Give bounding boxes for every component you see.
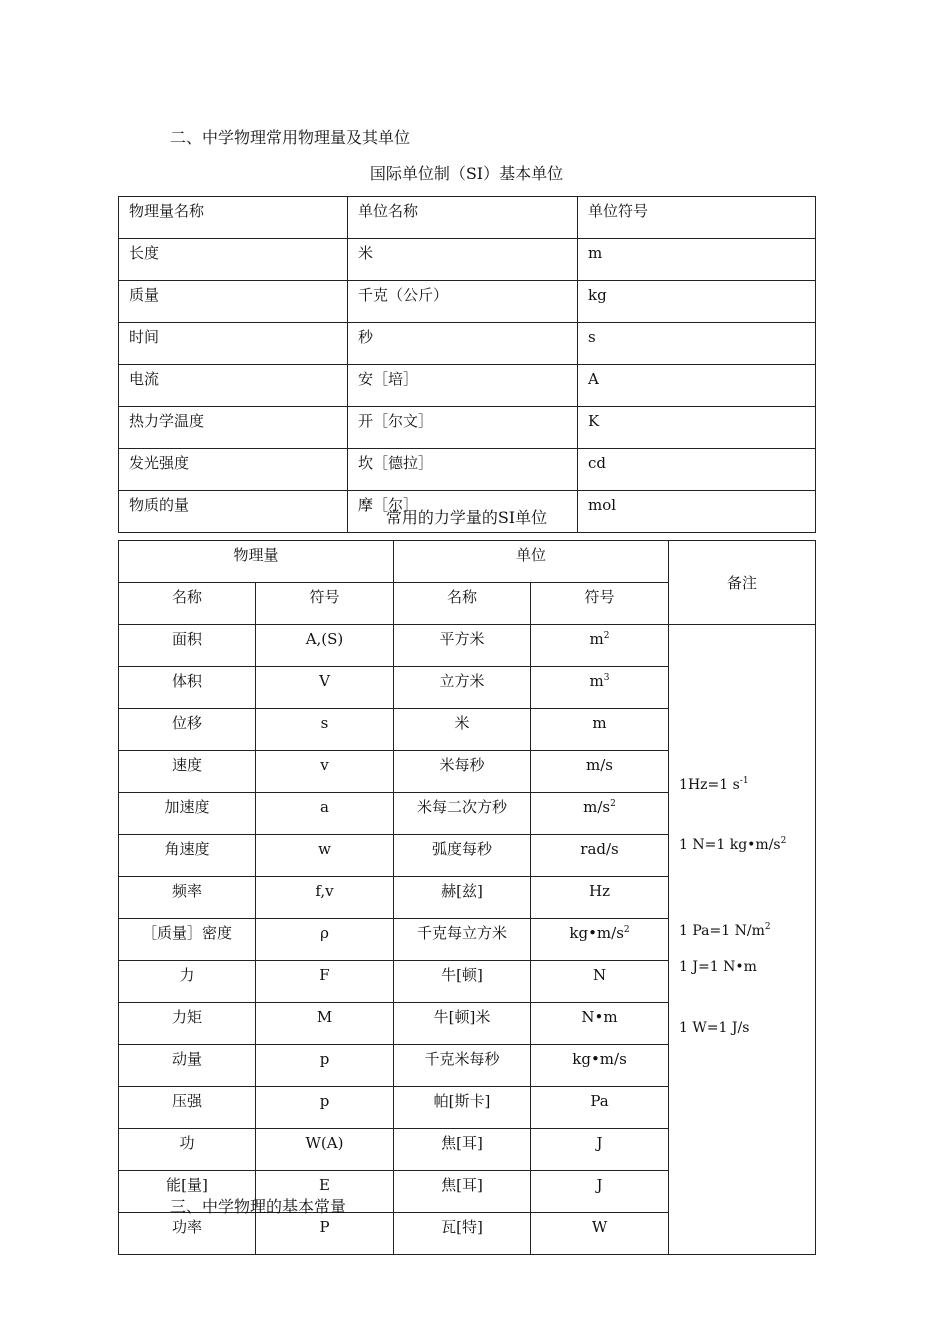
- mech-quantity-symbol: E: [256, 1171, 394, 1213]
- si-unit-name: 摩［尔］: [348, 491, 578, 533]
- mech-note: [679, 921, 771, 941]
- mech-note: [679, 957, 757, 977]
- mech-unit-name: 千克每立方米: [394, 919, 531, 961]
- section-heading-constants: 三、中学物理的基本常量: [170, 1197, 347, 1216]
- mech-unit-name: 瓦[特]: [394, 1213, 531, 1255]
- si-unit-name: 米: [348, 239, 578, 281]
- table-row: [119, 625, 816, 667]
- mech-quantity-symbol: ρ: [256, 919, 394, 961]
- mech-unit-name: 焦[耳]: [394, 1129, 531, 1171]
- mechanics-units-table: [118, 540, 816, 1255]
- mech-unit-name: 牛[顿]: [394, 961, 531, 1003]
- mech-unit-symbol: [531, 1087, 669, 1129]
- mech-note: [679, 775, 749, 795]
- mech-note-text: 1 W=1 J/s: [679, 1020, 750, 1036]
- mech-unit-name: 弧度每秒: [394, 835, 531, 877]
- mech-unit-symbol: [531, 667, 669, 709]
- mech-header-unit: 单位: [394, 541, 669, 583]
- mech-quantity-name: 力: [119, 961, 256, 1003]
- si-unit-symbol: m: [578, 239, 816, 281]
- table-row: [119, 365, 816, 407]
- mech-unit-exponent: 2: [623, 925, 630, 935]
- mech-unit-symbol-text: J: [596, 1134, 603, 1152]
- mech-unit-symbol-text: Hz: [589, 882, 611, 900]
- si-header-quantity: 物理量名称: [119, 197, 348, 239]
- mech-unit-symbol: [531, 1045, 669, 1087]
- mech-quantity-name: 压强: [119, 1087, 256, 1129]
- mech-unit-name: 平方米: [394, 625, 531, 667]
- si-unit-symbol: A: [578, 365, 816, 407]
- si-quantity: 热力学温度: [119, 407, 348, 449]
- mech-unit-name: 米每秒: [394, 751, 531, 793]
- mech-subheader-unit-name: 名称: [394, 583, 531, 625]
- mech-unit-name: 赫[兹]: [394, 877, 531, 919]
- section-heading-units: 二、中学物理常用物理量及其单位: [170, 128, 411, 147]
- mech-unit-name: 帕[斯卡]: [394, 1087, 531, 1129]
- mech-unit-exponent: 3: [603, 673, 610, 683]
- table-row: [119, 323, 816, 365]
- mech-unit-symbol: [531, 625, 669, 667]
- mech-unit-symbol-text: N: [592, 966, 607, 984]
- si-table-caption: 国际单位制（SI）基本单位: [369, 164, 564, 183]
- mech-quantity-symbol: W(A): [256, 1129, 394, 1171]
- si-quantity: 质量: [119, 281, 348, 323]
- mech-unit-symbol-text: m: [592, 714, 607, 732]
- mech-unit-name: 焦[耳]: [394, 1171, 531, 1213]
- mech-unit-name: 牛[顿]米: [394, 1003, 531, 1045]
- mech-quantity-symbol: w: [256, 835, 394, 877]
- si-quantity: 长度: [119, 239, 348, 281]
- mech-unit-symbol: [531, 751, 669, 793]
- mech-unit-symbol: [531, 1003, 669, 1045]
- mech-notes-cell: [669, 625, 816, 1255]
- table-row: [119, 281, 816, 323]
- si-unit-name: 安［培］: [348, 365, 578, 407]
- si-quantity: 电流: [119, 365, 348, 407]
- mech-quantity-symbol: v: [256, 751, 394, 793]
- mech-unit-symbol: [531, 877, 669, 919]
- si-unit-name: 千克（公斤）: [348, 281, 578, 323]
- mech-quantity-name: 位移: [119, 709, 256, 751]
- mech-unit-symbol-text: m: [589, 630, 604, 648]
- table-row: [119, 239, 816, 281]
- mech-group-header-row: [119, 541, 816, 583]
- mech-unit-name: 米: [394, 709, 531, 751]
- si-header-unit-name: 单位名称: [348, 197, 578, 239]
- si-unit-name: 坎［德拉］: [348, 449, 578, 491]
- si-unit-symbol: K: [578, 407, 816, 449]
- mech-unit-symbol-text: m/s: [583, 798, 611, 816]
- mech-unit-symbol-text: kg•m/s: [572, 1050, 627, 1068]
- si-unit-name: 开［尔文］: [348, 407, 578, 449]
- mech-subheader-unit-symbol: 符号: [531, 583, 669, 625]
- si-quantity: 发光强度: [119, 449, 348, 491]
- mech-unit-symbol: [531, 1129, 669, 1171]
- mech-unit-exponent: 2: [610, 799, 616, 809]
- mech-unit-symbol-text: J: [596, 1176, 603, 1194]
- mech-unit-name: 立方米: [394, 667, 531, 709]
- mech-quantity-symbol: a: [256, 793, 394, 835]
- mech-unit-symbol-text: rad/s: [580, 840, 619, 858]
- mech-unit-symbol-text: Pa: [590, 1092, 609, 1110]
- mech-quantity-name: 频率: [119, 877, 256, 919]
- mech-note-text: 1 J=1 N•m: [679, 959, 757, 975]
- si-quantity: 物质的量: [119, 491, 348, 533]
- mech-quantity-name: 加速度: [119, 793, 256, 835]
- mech-unit-name: 千克米每秒: [394, 1045, 531, 1087]
- mech-subheader-symbol: 符号: [256, 583, 394, 625]
- mech-quantity-symbol: p: [256, 1045, 394, 1087]
- mech-header-quantity: 物理量: [119, 541, 394, 583]
- mech-quantity-name: 能[量]: [119, 1171, 256, 1213]
- si-unit-symbol: mol: [578, 491, 816, 533]
- si-table-body: [119, 197, 816, 533]
- mech-quantity-symbol: A,(S): [256, 625, 394, 667]
- si-header-unit-symbol: 单位符号: [578, 197, 816, 239]
- mech-unit-symbol: [531, 709, 669, 751]
- mech-note-text: 1 Pa=1 N/m: [679, 923, 765, 939]
- mech-unit-symbol-text: W: [591, 1218, 608, 1236]
- mech-quantity-name: 面积: [119, 625, 256, 667]
- si-unit-name: 秒: [348, 323, 578, 365]
- si-quantity: 时间: [119, 323, 348, 365]
- mech-quantity-name: 功率: [119, 1213, 256, 1255]
- si-unit-symbol: s: [578, 323, 816, 365]
- mech-quantity-name: ［质量］密度: [119, 919, 256, 961]
- mech-table-body: [119, 541, 816, 1255]
- mech-unit-symbol: [531, 919, 669, 961]
- mech-note-text: 1 N=1 kg•m/s: [679, 837, 781, 853]
- si-base-units-table: [118, 196, 816, 533]
- mech-quantity-symbol: P: [256, 1213, 394, 1255]
- mech-unit-symbol: [531, 1171, 669, 1213]
- si-header-row: [119, 197, 816, 239]
- mech-quantity-name: 速度: [119, 751, 256, 793]
- mech-note: [679, 835, 786, 855]
- mech-quantity-name: 力矩: [119, 1003, 256, 1045]
- mech-unit-symbol: [531, 1213, 669, 1255]
- mech-quantity-symbol: M: [256, 1003, 394, 1045]
- mech-unit-symbol: [531, 835, 669, 877]
- mech-quantity-symbol: V: [256, 667, 394, 709]
- mech-note-exponent: 2: [780, 836, 787, 846]
- mech-quantity-name: 功: [119, 1129, 256, 1171]
- mech-unit-symbol: [531, 961, 669, 1003]
- si-unit-symbol: cd: [578, 449, 816, 491]
- mech-note: [679, 1018, 749, 1038]
- mech-note-text: 1Hz=1 s: [679, 777, 740, 793]
- table-row: [119, 407, 816, 449]
- mech-quantity-name: 动量: [119, 1045, 256, 1087]
- mech-quantity-symbol: s: [256, 709, 394, 751]
- mech-unit-name: 米每二次方秒: [394, 793, 531, 835]
- mech-unit-symbol-text: N•m: [581, 1008, 618, 1026]
- si-unit-symbol: kg: [578, 281, 816, 323]
- mech-quantity-name: 体积: [119, 667, 256, 709]
- mech-quantity-symbol: f,v: [256, 877, 394, 919]
- mech-subheader-name: 名称: [119, 583, 256, 625]
- mech-unit-symbol-text: m/s: [586, 756, 614, 774]
- mech-unit-symbol: [531, 793, 669, 835]
- mech-unit-exponent: 2: [603, 631, 610, 641]
- mech-header-notes: 备注: [669, 541, 816, 625]
- mech-unit-symbol-text: m: [589, 672, 604, 690]
- mech-note-exponent: -1: [739, 776, 749, 786]
- mech-quantity-symbol: p: [256, 1087, 394, 1129]
- table-row: [119, 449, 816, 491]
- mech-table-caption: 常用的力学量的SI单位: [385, 508, 548, 527]
- mech-quantity-name: 角速度: [119, 835, 256, 877]
- mech-quantity-symbol: F: [256, 961, 394, 1003]
- mech-unit-symbol-text: kg•m/s: [569, 924, 624, 942]
- mech-note-exponent: 2: [764, 922, 771, 932]
